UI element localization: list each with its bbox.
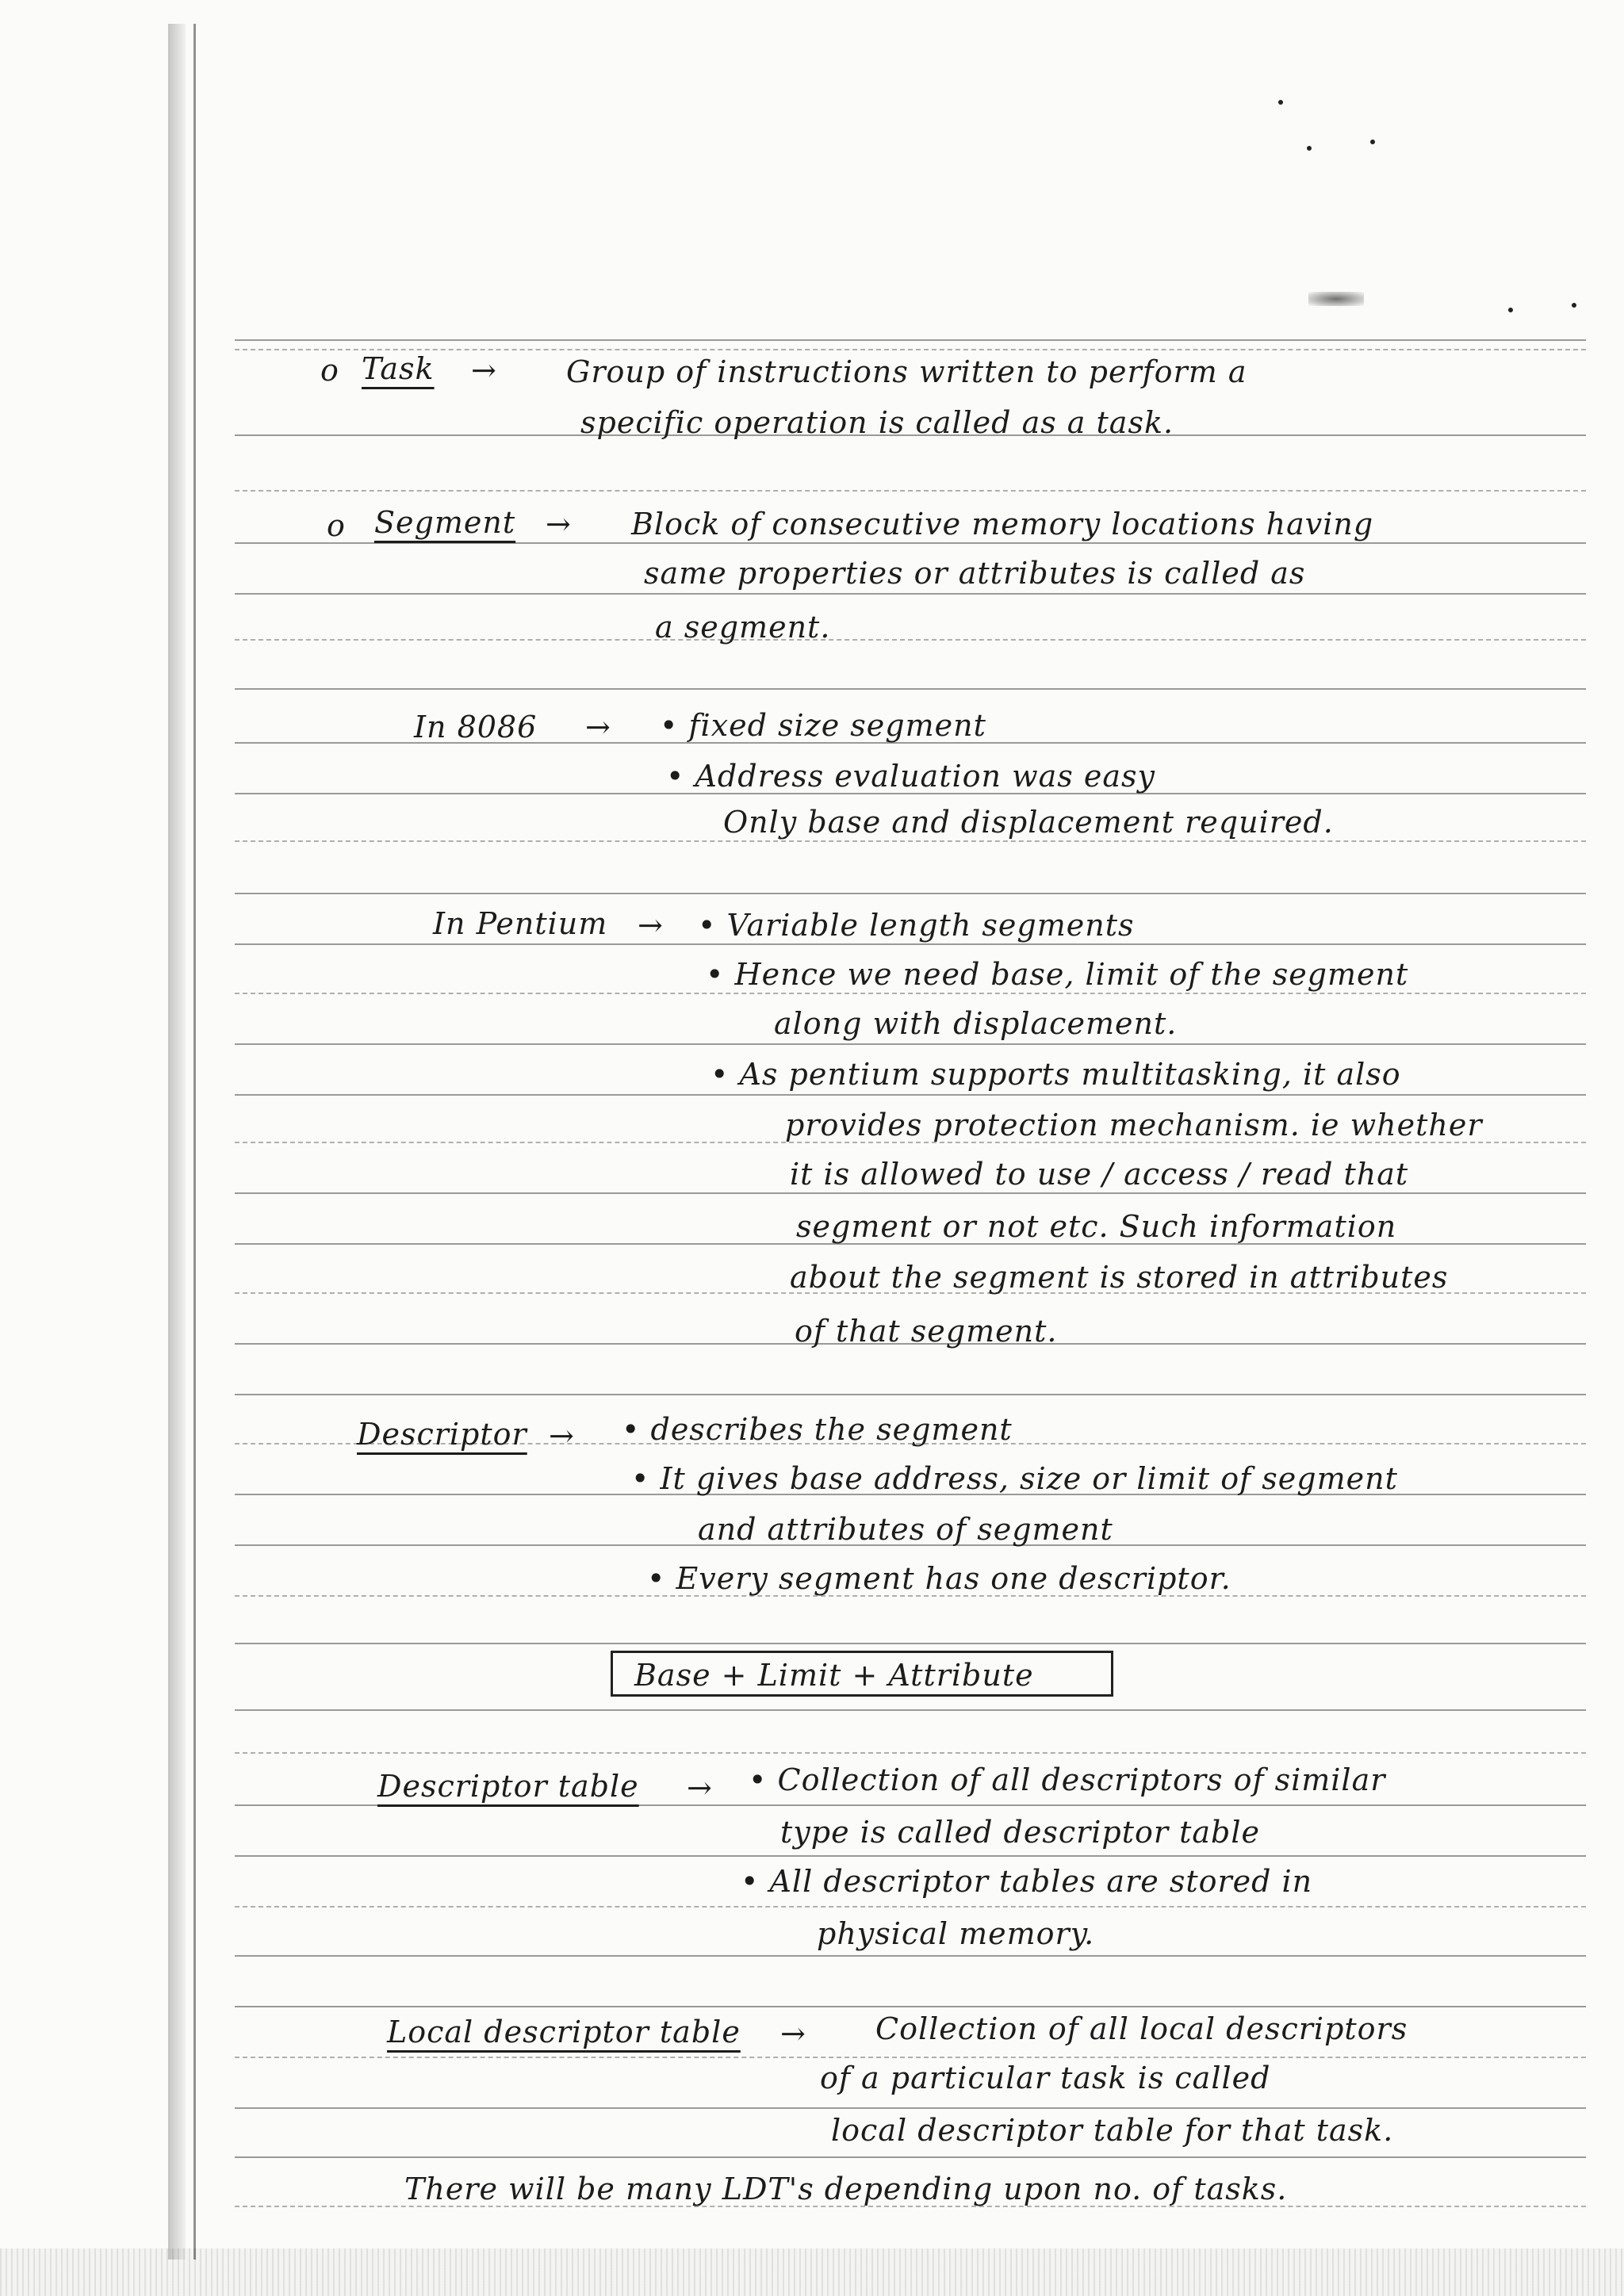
8086-arrow: → — [585, 710, 611, 744]
pentium-point-3-cont-3: segment or not etc. Such information — [796, 1209, 1397, 1244]
scan-speck — [1370, 140, 1375, 144]
ruled-line — [235, 1955, 1586, 1957]
pentium-point-1: • Variable length segments — [698, 908, 1135, 943]
ruled-line — [235, 1643, 1586, 1644]
scan-speck — [1278, 100, 1283, 105]
8086-label: In 8086 — [414, 710, 538, 744]
scan-smudge — [1308, 292, 1364, 306]
ruled-line — [235, 1192, 1586, 1194]
ruled-line — [235, 1043, 1586, 1045]
ldt-arrow: → — [780, 2016, 806, 2051]
pentium-point-3: • As pentium supports multitasking, it also — [710, 1057, 1401, 1092]
pentium-point-3-cont-2: it is allowed to use / access / read that — [790, 1157, 1409, 1192]
task-bullet: o — [320, 353, 339, 388]
descriptor-table-arrow: → — [687, 1770, 713, 1805]
ruled-line — [235, 893, 1586, 894]
descriptor-table-point-1-cont: type is called descriptor table — [780, 1815, 1261, 1850]
pentium-point-2-cont: along with displacement. — [774, 1006, 1178, 1041]
scan-speck — [1508, 308, 1513, 312]
ruled-line — [235, 1906, 1586, 1908]
pentium-point-3-cont-5: of that segment. — [795, 1314, 1058, 1349]
pentium-label: In Pentium — [433, 906, 608, 941]
scan-speck — [1572, 303, 1576, 308]
segment-term: Segment — [374, 505, 516, 540]
ldt-footer-note: There will be many LDT's depending upon no. of tasks. — [404, 2172, 1288, 2206]
descriptor-point-2: • It gives base address, size or limit of segment — [631, 1461, 1398, 1496]
ruled-line — [235, 1804, 1586, 1806]
ruled-line — [235, 339, 1586, 341]
ldt-definition-line-1: Collection of all local descriptors — [875, 2011, 1408, 2046]
binding-shadow — [168, 24, 186, 2260]
ruled-line — [235, 349, 1586, 350]
ldt-definition-line-2: of a particular task is called — [820, 2061, 1271, 2095]
segment-arrow: → — [546, 507, 572, 541]
ruled-line — [235, 1855, 1586, 1857]
8086-point-2: • Address evaluation was easy — [666, 759, 1155, 794]
ruled-line — [235, 593, 1586, 595]
task-term: Task — [362, 351, 435, 386]
ldt-definition-line-3: local descriptor table for that task. — [831, 2113, 1394, 2148]
ruled-line — [235, 688, 1586, 690]
descriptor-point-1: • describes the segment — [622, 1412, 1013, 1447]
descriptor-formula: Base + Limit + Attribute — [634, 1658, 1034, 1693]
descriptor-point-3: • Every segment has one descriptor. — [647, 1561, 1231, 1596]
pentium-point-3-cont-4: about the segment is stored in attributes — [790, 1260, 1449, 1295]
ruled-line — [235, 1752, 1586, 1754]
descriptor-table-term: Descriptor table — [377, 1769, 639, 1804]
descriptor-arrow: → — [549, 1418, 575, 1453]
8086-point-1: • fixed size segment — [660, 708, 986, 743]
ruled-line — [235, 943, 1586, 945]
scan-edge-grain — [0, 2248, 1624, 2296]
segment-definition-line-1: Block of consecutive memory locations having — [631, 507, 1374, 541]
ruled-line — [235, 2006, 1586, 2007]
ruled-line — [235, 639, 1586, 641]
task-definition-line-1: Group of instructions written to perform a — [566, 354, 1247, 389]
descriptor-point-2-cont: and attributes of segment — [698, 1512, 1113, 1547]
ruled-line — [235, 2156, 1586, 2158]
ruled-line — [235, 2107, 1586, 2109]
task-definition-line-2: specific operation is called as a task. — [580, 405, 1174, 440]
ldt-term: Local descriptor table — [387, 2015, 741, 2049]
ruled-line — [235, 1094, 1586, 1096]
ruled-line — [235, 2057, 1586, 2058]
ruled-line — [235, 840, 1586, 842]
pentium-point-2: • Hence we need base, limit of the segment — [706, 957, 1409, 992]
segment-definition-line-2: same properties or attributes is called as — [644, 556, 1306, 591]
scan-speck — [1307, 146, 1312, 151]
descriptor-term: Descriptor — [357, 1417, 527, 1452]
pentium-point-3-cont-1: provides protection mechanism. ie whether — [785, 1108, 1483, 1142]
ruled-line — [235, 490, 1586, 492]
descriptor-table-point-2: • All descriptor tables are stored in — [741, 1864, 1313, 1899]
pentium-arrow: → — [638, 908, 664, 943]
segment-definition-line-3: a segment. — [655, 610, 831, 645]
margin-line — [193, 24, 196, 2260]
ruled-line — [235, 993, 1586, 994]
8086-point-3: Only base and displacement required. — [723, 805, 1334, 840]
ruled-line — [235, 1394, 1586, 1395]
ruled-line — [235, 542, 1586, 544]
segment-bullet: o — [327, 508, 346, 543]
descriptor-table-point-2-cont: physical memory. — [817, 1916, 1095, 1951]
descriptor-table-point-1: • Collection of all descriptors of similar — [749, 1762, 1386, 1797]
task-arrow: → — [471, 353, 497, 388]
ruled-line — [235, 1709, 1586, 1711]
